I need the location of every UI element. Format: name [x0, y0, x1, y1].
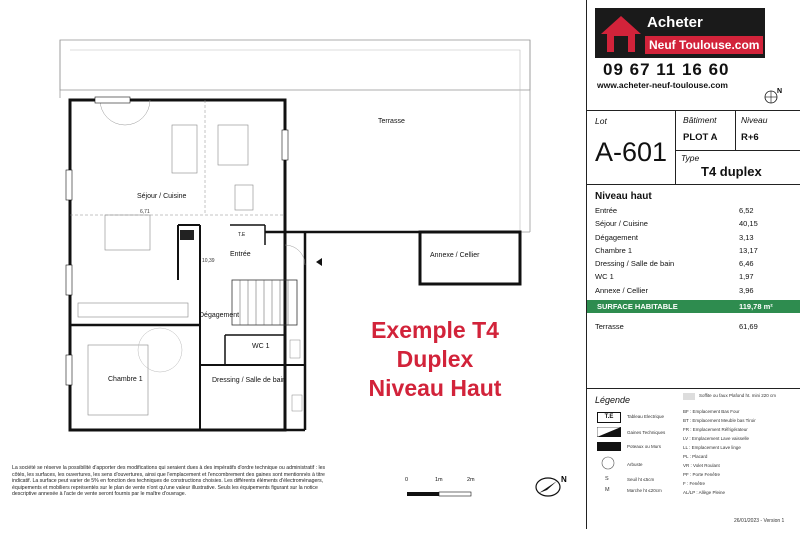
house-logo-icon: [599, 14, 643, 54]
legend-symbol-m: M: [605, 487, 610, 493]
dim-sejour: 6,71: [140, 209, 150, 215]
type-value: T4 duplex: [701, 164, 762, 179]
legend-te-symbol: T.E: [597, 412, 621, 423]
legend-item: Tableau Electrique: [627, 414, 665, 419]
te-tag: T.E: [238, 232, 246, 238]
surface-room-name: Séjour / Cuisine: [595, 219, 648, 229]
surface-table: [595, 204, 791, 297]
lot-number: A-601: [595, 137, 668, 167]
gaine-icon: [597, 427, 621, 437]
terrasse-label: Terrasse: [595, 322, 624, 331]
batiment-value: PLOT A: [683, 132, 718, 143]
total-surface-value: 119,78 m²: [739, 302, 773, 311]
room-label-sejour: Séjour / Cuisine: [137, 193, 187, 200]
total-surface-label: SURFACE HABITABLE: [597, 302, 678, 311]
svg-text:N: N: [777, 88, 783, 95]
divider: [675, 150, 800, 151]
niveau-value: R+6: [741, 132, 759, 143]
scale-label-1: 1m: [435, 477, 443, 483]
divider: [735, 110, 736, 150]
surface-row: [595, 217, 791, 230]
surface-room-name: Entrée: [595, 206, 618, 215]
divider: [675, 110, 676, 184]
legend-item: Gaines Techniques: [627, 430, 666, 435]
surface-room-value: 1,97: [739, 272, 754, 282]
shrub-icon: [601, 456, 615, 470]
surface-row: [595, 244, 791, 257]
info-panel: [586, 0, 800, 529]
surface-room-name: Dégagement: [595, 232, 638, 242]
scale-label-2: 2m: [467, 477, 475, 483]
legend-title: Légende: [595, 395, 631, 405]
surface-room-name: WC 1: [595, 272, 614, 282]
legend-item: Arbuste: [627, 462, 643, 467]
svg-text:N: N: [561, 475, 567, 484]
scale-bar-graphic: [405, 490, 475, 498]
legend-item: VR : Volet Roulant: [683, 463, 720, 468]
legend-item: FR : Emplacement Réfrigérateur: [683, 427, 748, 432]
type-label: Type: [681, 153, 700, 163]
room-label-chambre: Chambre 1: [108, 376, 143, 383]
dim-entree: 10,39: [202, 258, 215, 264]
lot-label: Lot: [595, 116, 607, 126]
legend-item: AL/LP : Allège Pleine: [683, 490, 725, 495]
legend-item: Seuil ht ≤5cm: [627, 477, 655, 482]
surface-row: [595, 270, 791, 283]
surface-row: [595, 257, 791, 270]
legend-item: LL : Emplacement Lave linge: [683, 445, 741, 450]
divider: [587, 184, 800, 185]
surface-room-name: Annexe / Cellier: [595, 285, 648, 295]
legend-item: F : Fenêtre: [683, 481, 706, 486]
overlay-line-2: Duplex: [396, 346, 474, 372]
surface-row: [595, 284, 791, 297]
divider: [587, 388, 800, 389]
overlay-line-3: Niveau Haut: [368, 375, 502, 401]
terrasse-row: [595, 322, 791, 331]
legal-disclaimer: La société se réserve la possibilité d'apporter des modifications qui seraient dues à des impératifs d'ordre technique ou administratif : les côtés, les surfaces, les ouvertures, les sens d'ouvertures, ainsi que l'emplacement et l'encombrement des gaines sont mentionnés à titre indicatif. La surface peut varier de 5% en fonction des techniques de constructions choisies. Les différents éléments d'électroménagers, équipements et mobiliers représentés sur le plan de vente n'ont qu'une valeur illustrative. Seuls les équipements figurant sur la notice descriptive annexée à l'acte de vente seront fournis par le maître d'ouvrage.: [12, 465, 326, 498]
example-overlay: [350, 316, 520, 403]
overlay-line-1: Exemple T4: [371, 317, 499, 343]
room-label-entree: Entrée: [230, 251, 251, 258]
total-surface-bar: [587, 300, 800, 313]
surface-room-name: Chambre 1: [595, 245, 633, 255]
room-label-wc: WC 1: [252, 343, 270, 350]
legend-item: BT : Emplacement Meuble bas Tiroir: [683, 418, 756, 423]
legend-item: Poteaux ou Murs: [627, 444, 662, 449]
legend-item: PL : Placard: [683, 454, 708, 459]
terrasse-value: 61,69: [739, 322, 758, 331]
niveau-label: Niveau: [741, 115, 768, 125]
legend-item: LV : Emplacement Lave vaisselle: [683, 436, 749, 441]
compass-icon: [763, 85, 787, 105]
legend-item: Marche ht ≤20cm: [627, 488, 662, 493]
north-arrow-icon: [533, 472, 573, 500]
room-label-degagement: Dégagement: [199, 312, 240, 319]
room-label-terrasse: Terrasse: [378, 118, 405, 125]
legend-symbol-s: S: [605, 476, 609, 482]
scale-bar: [405, 477, 475, 503]
surface-room-value: 6,52: [739, 206, 754, 215]
batiment-label: Bâtiment: [683, 115, 717, 125]
scale-label-0: 0: [405, 477, 409, 483]
soffite-swatch: [683, 393, 695, 400]
phone-number[interactable]: 09 67 11 16 60: [603, 60, 730, 79]
brand-name-line1: Acheter: [647, 14, 703, 31]
room-label-dressing: Dressing / Salle de bain: [212, 377, 286, 384]
surface-room-value: 3,13: [739, 232, 754, 242]
legend-item: Soffite ou faux Plafond ht. mini 220 cm: [699, 393, 776, 398]
brand-name-line2: Neuf Toulouse.com: [645, 36, 763, 54]
level-title: Niveau haut: [595, 191, 652, 202]
divider: [587, 110, 800, 111]
surface-room-name: Dressing / Salle de bain: [595, 259, 675, 269]
brand-logo: [595, 8, 765, 58]
surface-room-value: 13,17: [739, 245, 758, 255]
room-label-annexe: Annexe / Cellier: [430, 252, 480, 259]
surface-room-value: 3,96: [739, 285, 754, 295]
surface-row: [595, 204, 791, 217]
legend-item: PF : Porte Fenêtre: [683, 472, 721, 477]
surface-row: [595, 231, 791, 244]
wall-icon: [597, 442, 621, 451]
legend-item: BF : Emplacement Bas Four: [683, 409, 740, 414]
surface-room-value: 6,46: [739, 259, 754, 269]
website-link[interactable]: www.acheter-neuf-toulouse.com: [597, 80, 728, 90]
surface-room-value: 40,15: [739, 219, 758, 229]
version-date: 26/01/2023 - Version 1: [734, 518, 785, 524]
